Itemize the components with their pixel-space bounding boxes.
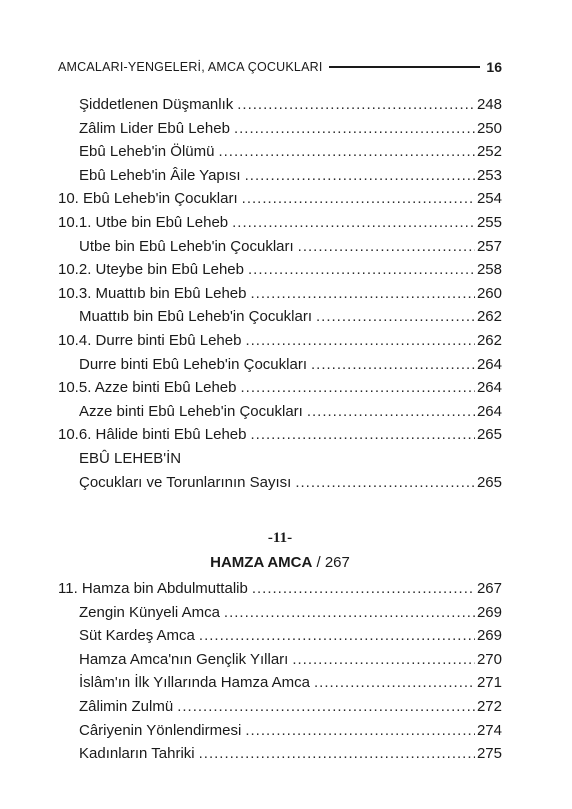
running-header [58,57,502,77]
toc-entry [58,624,502,648]
toc-entry-title: Zâlimin Zulmü [79,697,174,715]
toc-entry [58,695,502,719]
toc-entry-title: Azze binti Ebû Leheb'in Çocukları [79,402,303,420]
header-rule [329,66,481,68]
toc-entry [58,719,502,743]
toc-entry-title: 10.6. Hâlide binti Ebû Leheb [58,426,247,444]
toc-dot-leader [248,258,475,282]
toc-entry [58,648,502,672]
toc-entry-page: 260 [476,284,502,302]
toc-list-part-1 [58,93,502,494]
toc-entry [58,93,502,117]
toc-entry-page: 262 [476,308,502,326]
toc-entry-page: 252 [476,143,502,161]
toc-dot-leader [237,93,475,117]
toc-dot-leader [314,671,475,695]
toc-entry-title: 10.1. Utbe bin Ebû Leheb [58,213,229,231]
toc-entry-page: 270 [476,650,502,668]
toc-entry-page: 271 [476,674,502,692]
toc-entry [58,140,502,164]
toc-dot-leader [199,742,475,766]
toc-entry-page: 254 [476,190,502,208]
toc-dot-leader [252,577,475,601]
toc-dot-leader [245,719,475,743]
toc-entry [58,742,502,766]
toc-entry-title: Câriyenin Yönlendirmesi [79,721,242,739]
toc-entry-title: Utbe bin Ebû Leheb'in Çocukları [79,237,294,255]
toc-dot-leader [234,117,475,141]
toc-entry-title: Süt Kardeş Amca [79,627,195,645]
section-title-page: / 267 [312,554,350,571]
toc-entry [58,423,502,447]
toc-entry [58,305,502,329]
toc-entry [58,235,502,259]
toc-entry-title: Durre binti Ebû Leheb'in Çocukları [79,355,307,373]
toc-entry [58,211,502,235]
toc-entry [58,164,502,188]
toc-dot-leader [177,695,475,719]
toc-entry-page: 264 [476,379,502,397]
toc-entry [58,117,502,141]
toc-entry-page: 258 [476,261,502,279]
toc-entry-title: Zâlim Lider Ebû Leheb [79,119,230,137]
toc-entry-title: Çocukları ve Torunlarının Sayısı [79,473,292,491]
toc-entry-page: 262 [476,331,502,349]
toc-dot-leader [250,423,474,447]
toc-entry-page: 265 [476,426,502,444]
toc-entry [58,671,502,695]
toc-entry [58,400,502,424]
toc-entry-title: Şiddetlenen Düşmanlık [79,96,234,113]
toc-entry-title: 10.5. Azze binti Ebû Leheb [58,379,237,397]
toc-dot-leader [242,187,475,211]
section-title: HAMZA AMCA [210,554,313,571]
toc-entry [58,471,502,495]
toc-entry [58,258,502,282]
toc-dot-leader [232,211,475,235]
toc-dot-leader [250,282,474,306]
toc-entry-page: 269 [476,627,502,645]
toc-entry-title: Muattıb bin Ebû Leheb'in Çocukları [79,308,313,326]
toc-entry-page: 267 [476,580,502,597]
toc-entry [58,353,502,377]
toc-entry [58,329,502,353]
toc-entry-page: 250 [476,119,502,137]
section-number: -11- [267,530,293,546]
toc-entry-title: 10. Ebû Leheb'in Çocukları [58,190,238,208]
toc-dot-leader [218,140,475,164]
section-heading [58,552,502,574]
toc-entry-page: 274 [476,721,502,739]
toc-entry-title: Ebû Leheb'in Âile Yapısı [79,166,241,184]
toc-entry [58,376,502,400]
toc-entry-title: İslâm'ın İlk Yıllarında Hamza Amca [79,674,311,692]
toc-entry-page: 272 [476,697,502,715]
toc-dot-leader [307,400,475,424]
toc-entry [58,187,502,211]
toc-entry [58,282,502,306]
toc-dot-leader [316,305,475,329]
toc-entry-title: 10.4. Durre binti Ebû Leheb [58,331,242,349]
toc-dot-leader [240,376,474,400]
toc-entry-page: 275 [476,745,502,763]
toc-dot-leader [295,471,475,495]
toc-dot-leader [224,601,475,625]
toc-entry-page: 248 [476,96,502,113]
toc-entry-title: 11. Hamza bin Abdulmuttalib [58,580,248,597]
toc-entry-page: 257 [476,237,502,255]
toc-entry-title: Kadınların Tahriki [79,745,195,763]
toc-entry-title: Ebû Leheb'in Ölümü [79,143,215,161]
toc-dot-leader [245,329,475,353]
toc-entry-page: 265 [476,473,502,491]
toc-entry [58,577,502,601]
toc-entry [58,447,502,471]
toc-entry-title: 10.2. Uteybe bin Ebû Leheb [58,261,244,279]
toc-entry-page: 253 [476,166,502,184]
toc-entry-title: Zengin Künyeli Amca [79,603,220,621]
toc-dot-leader [245,164,475,188]
toc-entry-title: Hamza Amca'nın Gençlik Yılları [79,650,289,668]
toc-entry-page: 264 [476,402,502,420]
running-header-title: AMCALARI-YENGELERİ, AMCA ÇOCUKLARI [58,60,323,74]
toc-list-part-2 [58,577,502,766]
toc-entry-title: EBÛ LEHEB'İN [79,449,182,467]
toc-dot-leader [298,235,475,259]
page-number: 16 [486,59,502,75]
toc-entry-page: 255 [476,213,502,231]
toc-entry-page: 264 [476,355,502,373]
toc-entry [58,601,502,625]
toc-dot-leader [199,624,475,648]
toc-entry-title: 10.3. Muattıb bin Ebû Leheb [58,284,247,302]
toc-dot-leader [311,353,475,377]
toc-entry-page: 269 [476,603,502,621]
toc-dot-leader [292,648,475,672]
